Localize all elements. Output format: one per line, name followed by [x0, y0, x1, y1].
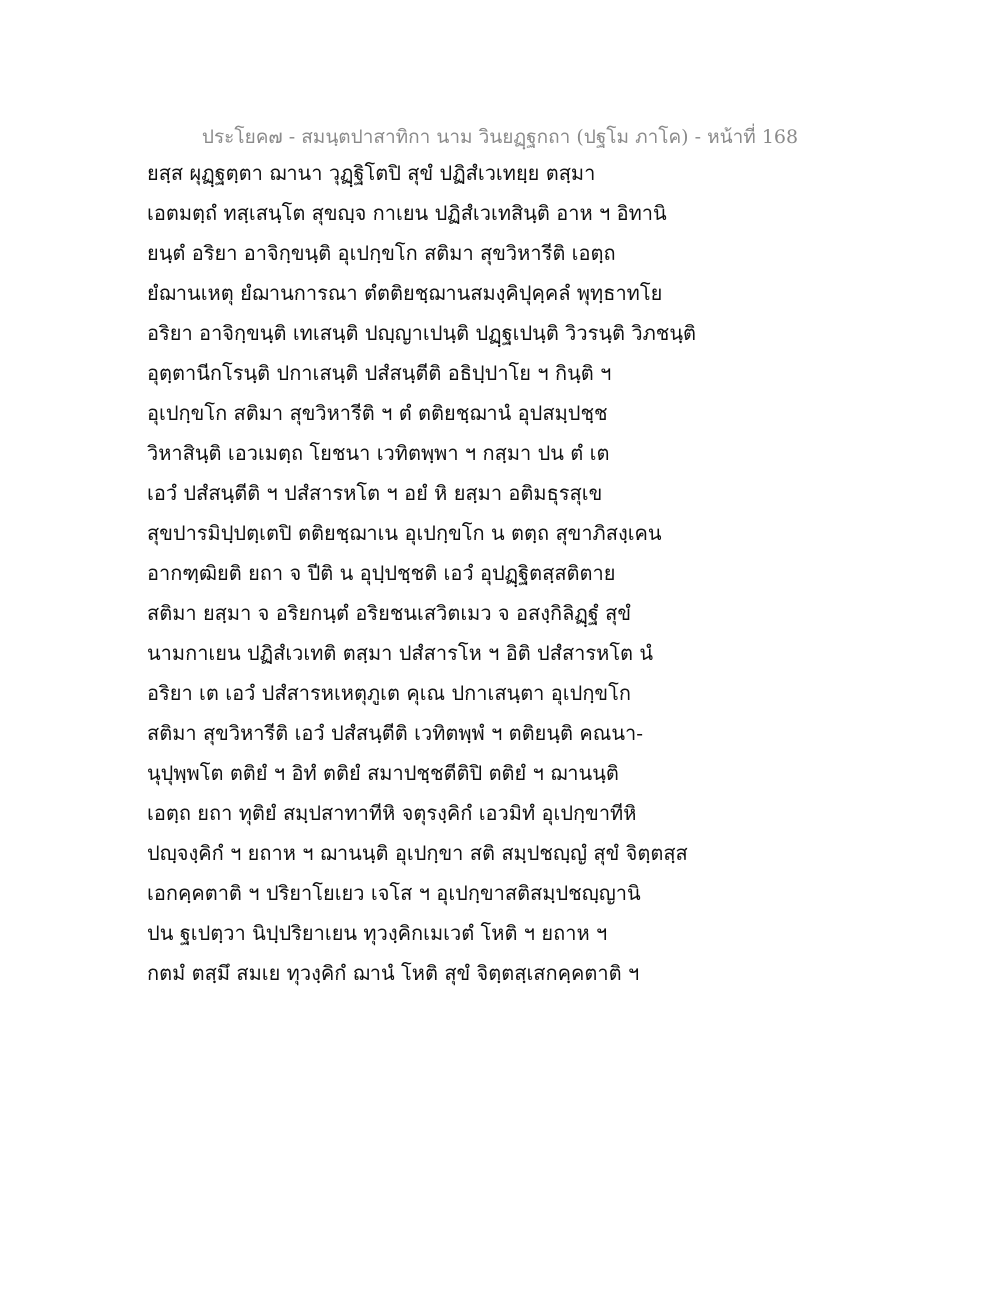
text-line: วิหาสินฺติ เอวเมตฺถ โยชนา เวทิตพฺพา ฯ กสฺมา ปน ตํ เต	[147, 441, 610, 465]
text-line: ยํฌานเหตุ ยํฌานการณา ตํตติยชฺฌานสมงฺคิปุคฺคลํ พุทฺธาทโย	[147, 281, 663, 305]
text-line: เอวํ ปสํสนฺตีติ ฯ ปสํสารหโต ฯ อยํ หิ ยสฺมา อติมธุรสุเข	[147, 481, 603, 505]
text-line: ยนฺตํ อริยา อาจิกฺขนฺติ อุเปกฺขโก สติมา สุขวิหารีติ เอตฺถ	[147, 241, 616, 265]
text-line: ยสฺส ผุฏฺฐตฺตา ฌานา วุฏฺฐิโตปิ สุขํ ปฏิสํเวเทยฺย ตสฺมา	[147, 161, 596, 185]
text-line: เอตมตฺถํ ทสฺเสนฺโต สุขญฺจ กาเยน ปฏิสํเวเทสินฺติ อาห ฯ อิทานิ	[147, 201, 667, 225]
text-line: เอกคฺคตาติ ฯ ปริยาโยเยว เจโส ฯ อุเปกฺขาสติสมฺปชญฺญานิ	[147, 881, 641, 905]
text-line: กตมํ ตสฺมึ สมเย ทุวงฺคิกํ ฌานํ โหติ สุขํ จิตฺตสฺเสกคฺคตาติ ฯ	[147, 961, 640, 985]
text-line: อากฑฺฒิยติ ยถา จ ปีติ น อุปฺปชฺชติ เอวํ อุปฏฺฐิตสฺสติตาย	[147, 561, 616, 585]
text-line: ปน ฐเปตฺวา นิปฺปริยาเยน ทุวงฺคิกเมเวตํ โหติ ฯ ยถาห ฯ	[147, 921, 608, 945]
text-line: อริยา อาจิกฺขนฺติ เทเสนฺติ ปญฺญาเปนฺติ ปฏฺฐเปนฺติ วิวรนฺติ วิภชนฺติ	[147, 321, 697, 345]
text-line: สติมา ยสฺมา จ อริยกนฺตํ อริยชนเสวิตเมว จ อสงฺกิลิฏฺฐํ สุขํ	[147, 601, 632, 625]
text-line: สุขปารมิปฺปตฺเตปิ ตติยชฺฌาเน อุเปกฺขโก น ตตฺถ สุขาภิสงฺเคน	[147, 521, 662, 545]
text-line: นุปุพฺพโต ตติยํ ฯ อิทํ ตติยํ สมาปชฺชตีติปิ ตติยํ ฯ ฌานนฺติ	[147, 761, 619, 785]
text-line: เอตฺถ ยถา ทุติยํ สมฺปสาทาทีหิ จตุรงฺคิกํ เอวมิทํ อุเปกฺขาทีหิ	[147, 801, 637, 825]
text-line: อุตฺตานีกโรนฺติ ปกาเสนฺติ ปสํสนฺตีติ อธิปฺปาโย ฯ กินฺติ ฯ	[147, 361, 612, 385]
text-line: อุเปกฺขโก สติมา สุขวิหารีติ ฯ ตํ ตติยชฺฌานํ อุปสมฺปชฺช	[147, 401, 608, 425]
text-line: สติมา สุขวิหารีติ เอวํ ปสํสนฺตีติ เวทิตพฺพํ ฯ ตติยนฺติ คณนา-	[147, 721, 643, 745]
header-title: ประโยค๗ - สมนฺตปาสาทิกา นาม วินยฏฺฐกถา (ปฐโม ภาโค)	[201, 126, 689, 148]
body-text	[147, 160, 707, 1000]
page-number: หน้าที่ 168	[707, 126, 799, 148]
text-line: นามกาเยน ปฏิสํเวเทติ ตสฺมา ปสํสารโห ฯ อิติ ปสํสารหโต นํ	[147, 641, 654, 665]
header-separator: -	[688, 126, 708, 148]
text-line: ปญฺจงฺคิกํ ฯ ยถาห ฯ ฌานนฺติ อุเปกฺขา สติ สมฺปชญฺญํ สุขํ จิตฺตสฺส	[147, 841, 688, 865]
page-header	[0, 122, 1000, 152]
text-line: อริยา เต เอวํ ปสํสารหเหตุภูเต คุเณ ปกาเสนฺตา อุเปกฺขโก	[147, 681, 631, 705]
